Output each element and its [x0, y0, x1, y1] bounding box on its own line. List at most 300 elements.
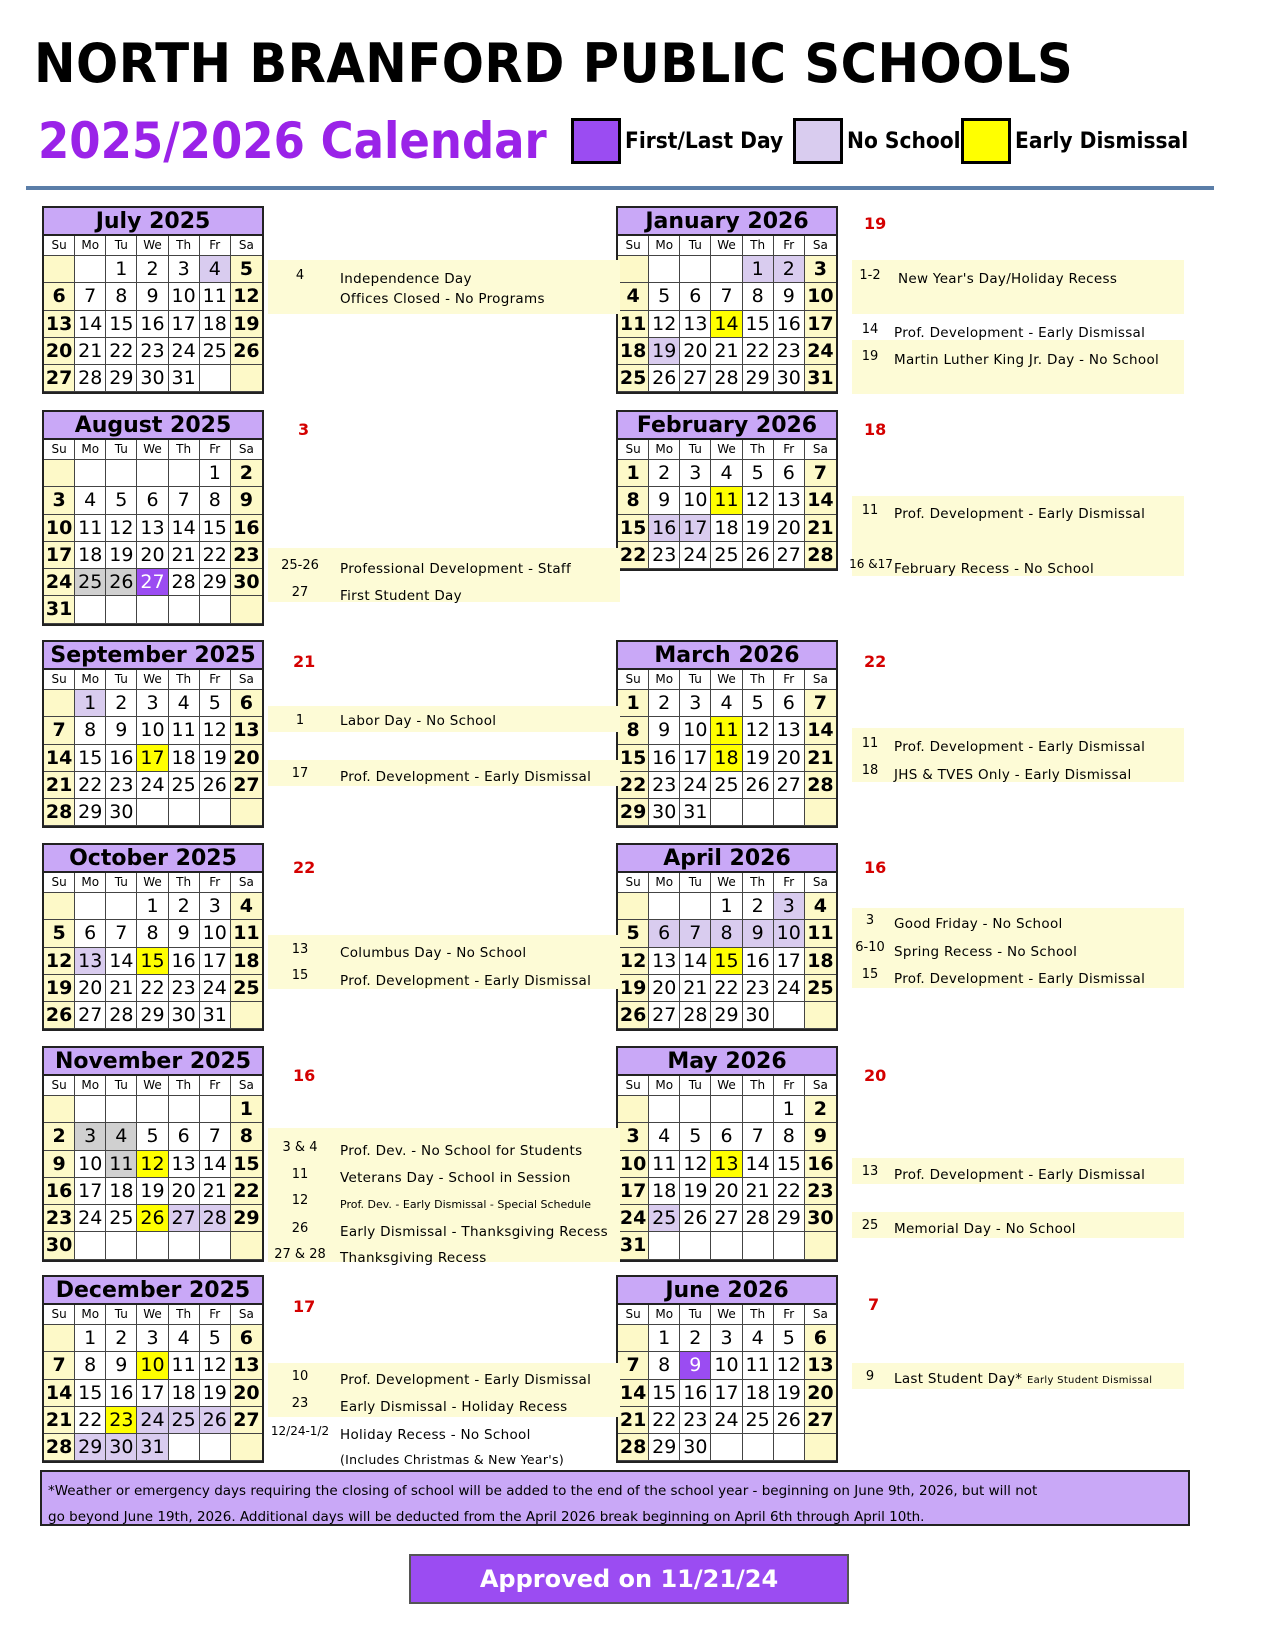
day-cell: 25: [649, 1205, 680, 1232]
day-cell: 9: [805, 1123, 836, 1150]
weekday-header: Mo: [649, 1076, 680, 1096]
note-text: Veterans Day - School in Session: [340, 1170, 571, 1186]
day-cell: [169, 799, 200, 826]
day-cell: 31: [680, 799, 711, 826]
day-cell: 2: [106, 1325, 137, 1352]
note-date: 12: [291, 1193, 309, 1208]
day-cell: 8: [743, 283, 774, 310]
note-text: Labor Day - No School: [340, 713, 497, 729]
weekday-header: Mo: [75, 440, 106, 460]
day-cell: 16: [106, 1380, 137, 1407]
day-cell: 24: [680, 772, 711, 799]
day-cell: [774, 1002, 805, 1029]
day-cell: [137, 596, 168, 623]
note-text: Spring Recess - No School: [894, 944, 1078, 960]
day-cell: 6: [137, 487, 168, 514]
day-cell: 3: [774, 893, 805, 920]
day-cell: [711, 799, 742, 826]
weekday-header: Fr: [200, 1076, 231, 1096]
note-date: 13: [291, 942, 309, 957]
note-text: JHS & TVES Only - Early Dismissal: [894, 767, 1132, 783]
day-cell: 26: [774, 1407, 805, 1434]
day-cell: 19: [680, 1178, 711, 1205]
month-title: September 2025: [44, 642, 262, 670]
month-title: July 2025: [44, 208, 262, 236]
day-cell: 20: [711, 1178, 742, 1205]
note-date: 16 &17: [849, 557, 893, 571]
note-date: 26: [291, 1221, 309, 1236]
day-cell: [711, 256, 742, 283]
note-date: 3: [865, 913, 875, 928]
note-date: 25: [861, 1218, 879, 1233]
day-cell: [169, 460, 200, 487]
day-cell: 5: [106, 487, 137, 514]
day-cell: 25: [231, 975, 262, 1002]
day-cell: [200, 1096, 231, 1123]
day-cell: [106, 1232, 137, 1259]
day-cell: 14: [106, 948, 137, 975]
note-text: Holiday Recess - No School: [340, 1427, 531, 1443]
legend-no-school: [793, 118, 971, 164]
day-cell: [106, 596, 137, 623]
day-cell: 23: [169, 975, 200, 1002]
day-cell: 27: [137, 569, 168, 596]
count-apr: 16: [864, 858, 887, 877]
day-cell: 21: [44, 772, 75, 799]
note-date: 1: [295, 713, 305, 728]
weekday-header: Su: [44, 873, 75, 893]
day-cell: 14: [44, 1380, 75, 1407]
day-cell: 24: [137, 772, 168, 799]
day-cell: 3: [169, 256, 200, 283]
day-cell: 9: [169, 920, 200, 947]
day-cell: 30: [137, 365, 168, 392]
day-cell: [106, 460, 137, 487]
weekday-header: Fr: [200, 440, 231, 460]
weekday-header: Su: [618, 873, 649, 893]
weekday-header: We: [711, 670, 742, 690]
day-cell: 5: [200, 1325, 231, 1352]
day-cell: 29: [774, 1205, 805, 1232]
day-cell: [44, 690, 75, 717]
day-cell: 13: [774, 717, 805, 744]
day-cell: 1: [618, 690, 649, 717]
day-cell: 17: [44, 542, 75, 569]
day-cell: 25: [169, 772, 200, 799]
note-text: First Student Day: [340, 588, 462, 604]
day-cell: 5: [44, 920, 75, 947]
count-oct: 22: [293, 858, 316, 877]
day-cell: 6: [75, 920, 106, 947]
day-cell: 27: [774, 772, 805, 799]
day-cell: 8: [75, 717, 106, 744]
note-date: 10: [291, 1369, 309, 1384]
day-cell: 18: [649, 1178, 680, 1205]
note-date: 23: [291, 1396, 309, 1411]
day-cell: 8: [711, 920, 742, 947]
day-cell: 15: [774, 1151, 805, 1178]
day-cell: 10: [618, 1151, 649, 1178]
day-cell: 26: [137, 1205, 168, 1232]
day-cell: [231, 1434, 262, 1461]
day-cell: [200, 365, 231, 392]
day-cell: 23: [649, 542, 680, 569]
weekday-header: Th: [169, 440, 200, 460]
day-cell: [137, 1232, 168, 1259]
month-grid: [44, 440, 262, 624]
note-date: 17: [291, 766, 309, 781]
day-cell: 15: [137, 948, 168, 975]
month-grid: [618, 236, 836, 392]
weather-footnote: [40, 1470, 1190, 1526]
day-cell: 17: [680, 515, 711, 542]
day-cell: 30: [231, 569, 262, 596]
month-calendar: [42, 206, 264, 394]
day-cell: 25: [75, 569, 106, 596]
day-cell: [649, 1096, 680, 1123]
day-cell: 6: [774, 460, 805, 487]
day-cell: 11: [805, 920, 836, 947]
day-cell: 22: [618, 772, 649, 799]
day-cell: 10: [169, 283, 200, 310]
weekday-header: Sa: [805, 1076, 836, 1096]
weekday-header: Tu: [106, 236, 137, 256]
day-cell: 27: [231, 772, 262, 799]
day-cell: 23: [106, 1407, 137, 1434]
day-cell: 23: [231, 542, 262, 569]
note-text: Memorial Day - No School: [894, 1221, 1076, 1237]
day-cell: [805, 1434, 836, 1461]
day-cell: 6: [649, 920, 680, 947]
day-cell: 19: [137, 1178, 168, 1205]
day-cell: 14: [743, 1151, 774, 1178]
day-cell: [743, 1232, 774, 1259]
day-cell: 30: [774, 365, 805, 392]
day-cell: 30: [106, 799, 137, 826]
day-cell: 22: [106, 338, 137, 365]
day-cell: 30: [805, 1205, 836, 1232]
day-cell: [231, 799, 262, 826]
note-text: Early Dismissal - Thanksgiving Recess: [340, 1224, 608, 1240]
weekday-header: Sa: [805, 873, 836, 893]
day-cell: [44, 256, 75, 283]
note-text-main: Last Student Day*: [894, 1371, 1023, 1387]
month-grid: [618, 440, 836, 569]
day-cell: [711, 1096, 742, 1123]
day-cell: [231, 1232, 262, 1259]
day-cell: [44, 893, 75, 920]
day-cell: [231, 1002, 262, 1029]
note-bg-jan1: [852, 260, 1184, 314]
note-text: Martin Luther King Jr. Day - No School: [894, 352, 1160, 368]
weekday-header: Mo: [75, 236, 106, 256]
weekday-header: Th: [743, 440, 774, 460]
day-cell: 10: [44, 515, 75, 542]
note-date: 15: [291, 968, 309, 983]
day-cell: 21: [805, 745, 836, 772]
day-cell: 7: [200, 1123, 231, 1150]
weekday-header: Su: [618, 1076, 649, 1096]
day-cell: 20: [231, 1380, 262, 1407]
day-cell: [75, 1232, 106, 1259]
day-cell: 4: [711, 460, 742, 487]
day-cell: 23: [649, 772, 680, 799]
day-cell: 12: [200, 717, 231, 744]
legend-swatch-no-school: [793, 118, 843, 164]
day-cell: 29: [75, 1434, 106, 1461]
day-cell: 13: [805, 1352, 836, 1379]
weekday-header: We: [137, 1076, 168, 1096]
approved-banner: Approved on 11/21/24: [409, 1554, 849, 1604]
day-cell: 28: [711, 365, 742, 392]
weekday-header: We: [711, 873, 742, 893]
day-cell: 28: [805, 542, 836, 569]
day-cell: 26: [44, 1002, 75, 1029]
weekday-header: Su: [44, 1076, 75, 1096]
day-cell: [106, 1096, 137, 1123]
note-text: Prof. Dev. - Early Dismissal - Special Schedule: [340, 1198, 592, 1211]
weekday-header: Mo: [649, 440, 680, 460]
day-cell: 28: [169, 569, 200, 596]
day-cell: 27: [231, 1407, 262, 1434]
day-cell: 18: [231, 948, 262, 975]
day-cell: 6: [805, 1325, 836, 1352]
day-cell: [75, 1096, 106, 1123]
day-cell: 19: [649, 338, 680, 365]
weekday-header: We: [711, 236, 742, 256]
day-cell: [649, 893, 680, 920]
day-cell: 17: [137, 1380, 168, 1407]
day-cell: [805, 799, 836, 826]
day-cell: [137, 1096, 168, 1123]
day-cell: 9: [106, 1352, 137, 1379]
legend-swatch-early-dismissal: [961, 118, 1011, 164]
day-cell: 25: [618, 365, 649, 392]
day-cell: 4: [200, 256, 231, 283]
day-cell: 17: [169, 311, 200, 338]
day-cell: 14: [200, 1151, 231, 1178]
day-cell: 12: [618, 948, 649, 975]
day-cell: 10: [680, 717, 711, 744]
day-cell: 4: [618, 283, 649, 310]
day-cell: 22: [743, 338, 774, 365]
day-cell: 26: [200, 772, 231, 799]
note-text: Prof. Development - Early Dismissal: [894, 506, 1146, 522]
day-cell: 21: [680, 975, 711, 1002]
weekday-header: Su: [618, 440, 649, 460]
day-cell: 24: [618, 1205, 649, 1232]
weekday-header: Tu: [680, 440, 711, 460]
legend-label-first-last: First/Last Day: [625, 128, 784, 154]
weekday-header: Tu: [680, 873, 711, 893]
day-cell: 28: [44, 1434, 75, 1461]
day-cell: 2: [774, 256, 805, 283]
note-date: 11: [861, 736, 879, 751]
day-cell: 13: [231, 717, 262, 744]
day-cell: [774, 799, 805, 826]
month-grid: [44, 670, 262, 826]
day-cell: 29: [649, 1434, 680, 1461]
day-cell: [649, 256, 680, 283]
day-cell: 19: [200, 745, 231, 772]
day-cell: 8: [618, 487, 649, 514]
day-cell: [200, 1434, 231, 1461]
day-cell: 18: [169, 745, 200, 772]
day-cell: 24: [75, 1205, 106, 1232]
month-grid: [44, 1305, 262, 1461]
weekday-header: Th: [743, 873, 774, 893]
day-cell: 17: [137, 745, 168, 772]
day-cell: 13: [649, 948, 680, 975]
weekday-header: We: [137, 873, 168, 893]
day-cell: 1: [106, 256, 137, 283]
day-cell: 20: [680, 338, 711, 365]
note-text-small: Early Student Dismissal: [1026, 1375, 1153, 1386]
note-text: Independence Day: [340, 271, 472, 287]
day-cell: 9: [44, 1151, 75, 1178]
day-cell: 23: [680, 1407, 711, 1434]
day-cell: 11: [649, 1151, 680, 1178]
day-cell: 18: [743, 1380, 774, 1407]
day-cell: 31: [200, 1002, 231, 1029]
day-cell: 29: [711, 1002, 742, 1029]
count-aug: 3: [298, 420, 310, 439]
weekday-header: Th: [169, 1076, 200, 1096]
day-cell: 6: [231, 1325, 262, 1352]
note-date: 6-10: [855, 940, 885, 955]
weekday-header: Sa: [805, 670, 836, 690]
day-cell: 15: [231, 1151, 262, 1178]
day-cell: 24: [169, 338, 200, 365]
weekday-header: We: [137, 236, 168, 256]
day-cell: 16: [106, 745, 137, 772]
day-cell: 16: [680, 1380, 711, 1407]
day-cell: 12: [743, 487, 774, 514]
note-text: [894, 1371, 1152, 1387]
note-text: Prof. Dev. - No School for Students: [340, 1143, 583, 1159]
day-cell: 19: [106, 542, 137, 569]
day-cell: 1: [774, 1096, 805, 1123]
day-cell: 14: [805, 487, 836, 514]
day-cell: 16: [231, 515, 262, 542]
day-cell: [743, 1096, 774, 1123]
month-title: December 2025: [44, 1277, 262, 1305]
weekday-header: Su: [44, 1305, 75, 1325]
weekday-header: Su: [618, 236, 649, 256]
day-cell: 20: [649, 975, 680, 1002]
month-calendar: [616, 640, 838, 828]
day-cell: 26: [743, 772, 774, 799]
day-cell: [618, 893, 649, 920]
month-calendar: [42, 1046, 264, 1262]
day-cell: 12: [137, 1151, 168, 1178]
day-cell: 14: [169, 515, 200, 542]
note-text: Prof. Development - Early Dismissal: [894, 971, 1146, 987]
day-cell: 17: [711, 1380, 742, 1407]
note-text: Prof. Development - Early Dismissal: [340, 973, 592, 989]
legend-label-early-dismissal: Early Dismissal: [1015, 128, 1189, 154]
day-cell: 7: [711, 283, 742, 310]
day-cell: [200, 596, 231, 623]
day-cell: 23: [137, 338, 168, 365]
weekday-header: Sa: [231, 873, 262, 893]
day-cell: 21: [743, 1178, 774, 1205]
day-cell: 16: [774, 311, 805, 338]
day-cell: 24: [137, 1407, 168, 1434]
day-cell: 16: [137, 311, 168, 338]
day-cell: 5: [743, 690, 774, 717]
day-cell: [169, 1232, 200, 1259]
day-cell: 5: [618, 920, 649, 947]
day-cell: 20: [774, 515, 805, 542]
day-cell: 5: [774, 1325, 805, 1352]
weekday-header: Th: [743, 670, 774, 690]
day-cell: 15: [649, 1380, 680, 1407]
weekday-header: Su: [44, 440, 75, 460]
day-cell: [805, 1002, 836, 1029]
day-cell: 18: [106, 1178, 137, 1205]
day-cell: 4: [75, 487, 106, 514]
weekday-header: Tu: [680, 236, 711, 256]
day-cell: 1: [200, 460, 231, 487]
day-cell: 6: [44, 283, 75, 310]
day-cell: 27: [169, 1205, 200, 1232]
day-cell: 31: [805, 365, 836, 392]
day-cell: 10: [137, 1352, 168, 1379]
day-cell: [680, 1096, 711, 1123]
day-cell: 29: [618, 799, 649, 826]
day-cell: 22: [774, 1178, 805, 1205]
day-cell: 24: [805, 338, 836, 365]
note-text: Prof. Development - Early Dismissal: [894, 1167, 1146, 1183]
weekday-header: Mo: [75, 873, 106, 893]
day-cell: 21: [200, 1178, 231, 1205]
weekday-header: Mo: [649, 1305, 680, 1325]
day-cell: 22: [231, 1178, 262, 1205]
note-date: 12/24-1/2: [270, 1424, 330, 1438]
day-cell: 1: [649, 1325, 680, 1352]
day-cell: 29: [200, 569, 231, 596]
day-cell: [137, 460, 168, 487]
day-cell: 3: [137, 690, 168, 717]
day-cell: 20: [774, 745, 805, 772]
month-title: March 2026: [618, 642, 836, 670]
day-cell: 10: [137, 717, 168, 744]
month-calendar: [616, 206, 838, 394]
month-grid: [618, 1076, 836, 1260]
day-cell: 8: [137, 920, 168, 947]
day-cell: 11: [75, 515, 106, 542]
weekday-header: Tu: [106, 1305, 137, 1325]
weekday-header: Su: [618, 1305, 649, 1325]
day-cell: 5: [137, 1123, 168, 1150]
day-cell: 29: [106, 365, 137, 392]
day-cell: 25: [106, 1205, 137, 1232]
day-cell: 15: [743, 311, 774, 338]
day-cell: 3: [680, 460, 711, 487]
day-cell: 21: [106, 975, 137, 1002]
day-cell: 8: [106, 283, 137, 310]
weekday-header: Tu: [680, 670, 711, 690]
month-grid: [618, 670, 836, 826]
day-cell: 28: [743, 1205, 774, 1232]
weekday-header: Tu: [106, 440, 137, 460]
weekday-header: Th: [743, 1305, 774, 1325]
day-cell: 12: [106, 515, 137, 542]
weekday-header: Su: [44, 670, 75, 690]
month-title: October 2025: [44, 845, 262, 873]
day-cell: 4: [805, 893, 836, 920]
